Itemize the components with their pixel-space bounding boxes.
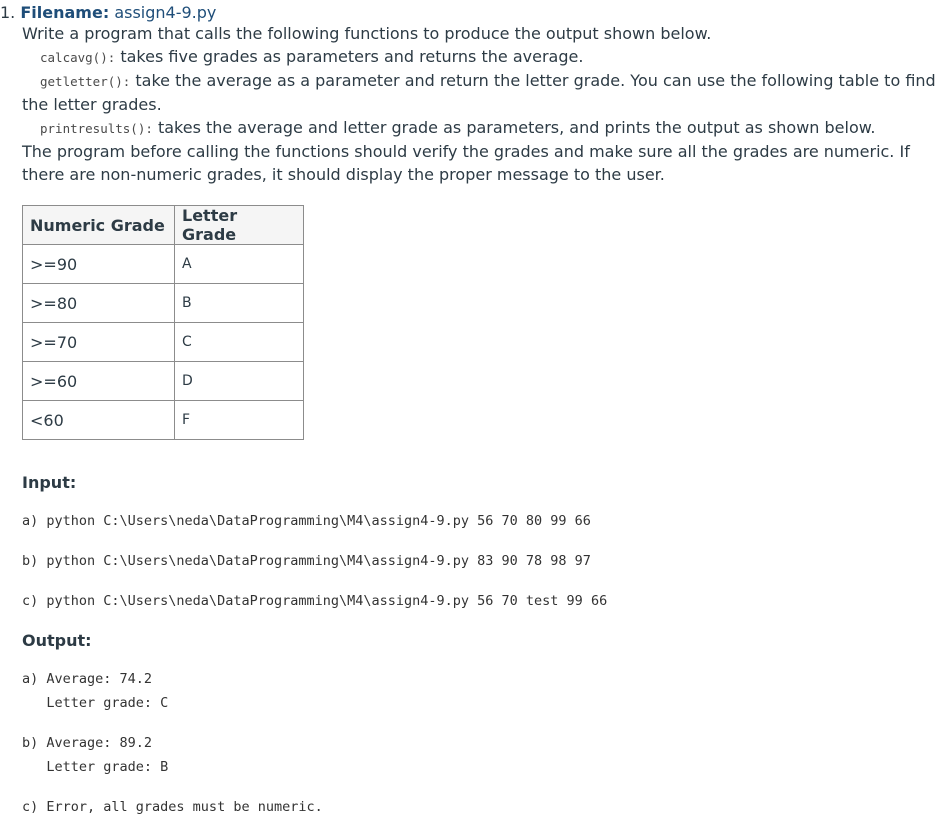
table-row: [23, 323, 304, 362]
grade-table: [22, 205, 304, 440]
input-line-b: b) python C:\Users\neda\DataProgramming\M4\assign4-9.py 83 90 78 98 97: [22, 553, 591, 569]
output-a-letter: Letter grade: C: [22, 695, 169, 711]
question-description: [22, 22, 942, 186]
function-printresults: [22, 116, 942, 140]
table-header-row: [23, 206, 304, 245]
numeric-grade-cell: >=90: [23, 245, 175, 284]
intro-text: Write a program that calls the following functions to produce the output shown below.: [22, 24, 712, 43]
letter-grade-cell: F: [175, 401, 304, 440]
table-header: Letter Grade: [175, 206, 304, 245]
question-number: 1.: [0, 3, 16, 22]
output-title: Output:: [22, 631, 92, 650]
closing-text: The program before calling the functions should verify the grades and make sure all the grades are numeric. If there are non-numeric grades, it should display the proper message to the user.: [22, 142, 910, 184]
numeric-grade-cell: >=80: [23, 284, 175, 323]
function-calcavg: [22, 45, 942, 69]
table-row: [23, 245, 304, 284]
table-row: [23, 284, 304, 323]
table-header: Numeric Grade: [23, 206, 175, 245]
question-header: [0, 3, 216, 23]
output-c-error: c) Error, all grades must be numeric.: [22, 799, 323, 815]
numeric-grade-cell: >=70: [23, 323, 175, 362]
letter-grade-cell: A: [175, 245, 304, 284]
table-row: [23, 401, 304, 440]
output-b-average: b) Average: 89.2: [22, 735, 153, 751]
output-b-letter: Letter grade: B: [22, 759, 169, 775]
letter-grade-cell: C: [175, 323, 304, 362]
filename-value: assign4-9.py: [114, 3, 217, 22]
input-title: Input:: [22, 473, 77, 492]
function-description: takes the average and letter grade as parameters, and prints the output as shown below.: [152, 118, 876, 137]
function-description: take the average as a parameter and return the letter grade. You can use the following table to find the letter grades.: [22, 71, 936, 114]
function-name: calcavg():: [40, 50, 116, 65]
table-row: [23, 362, 304, 401]
function-name: printresults():: [40, 121, 153, 136]
input-line-c: c) python C:\Users\neda\DataProgramming\M4\assign4-9.py 56 70 test 99 66: [22, 593, 608, 609]
output-a-average: a) Average: 74.2: [22, 671, 153, 687]
letter-grade-cell: D: [175, 362, 304, 401]
filename-label: Filename:: [20, 3, 110, 22]
function-description: takes five grades as parameters and returns the average.: [115, 47, 584, 66]
function-name: getletter():: [40, 74, 131, 89]
function-getletter: [22, 69, 942, 116]
letter-grade-cell: B: [175, 284, 304, 323]
numeric-grade-cell: <60: [23, 401, 175, 440]
input-line-a: a) python C:\Users\neda\DataProgramming\M4\assign4-9.py 56 70 80 99 66: [22, 513, 591, 529]
numeric-grade-cell: >=60: [23, 362, 175, 401]
